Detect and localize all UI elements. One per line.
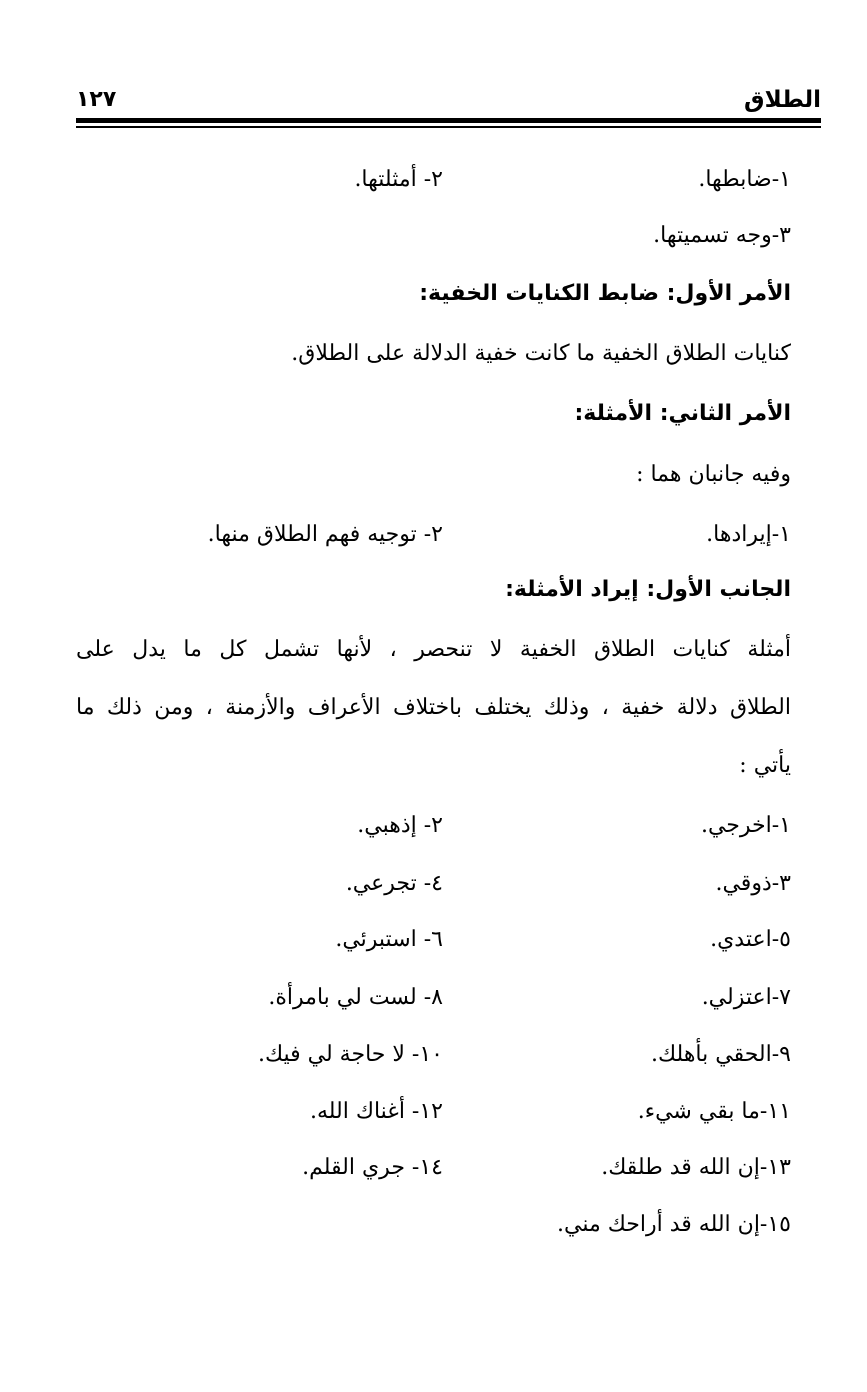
page-header: [76, 82, 821, 118]
paragraph: وفيه جانبان هما :: [636, 462, 791, 487]
list-item: ٢- أمثلتها.: [354, 167, 443, 192]
paragraph: كنايات الطلاق الخفية ما كانت خفية الدلالة على الطلاق.: [291, 341, 791, 366]
section-heading: الأمر الثاني: الأمثلة:: [574, 401, 791, 426]
paragraph-line: الطلاق دلالة خفية ، وذلك يختلف باختلاف الأعراف والأزمنة ، ومن ذلك ما: [76, 695, 791, 720]
list-row: [76, 1035, 791, 1075]
list-item: ٣-ذوقي.: [715, 871, 791, 896]
list-row: [76, 216, 791, 256]
list-row: [76, 515, 791, 555]
list-row: [76, 1205, 791, 1245]
header-rule-thin: [76, 126, 821, 128]
list-item: ٥-اعتدي.: [710, 927, 791, 952]
list-item: ١٠- لا حاجة لي فيك.: [257, 1042, 443, 1067]
list-item: ١-إيرادها.: [706, 522, 791, 547]
list-item: ١٥-إن الله قد أراحك مني.: [556, 1212, 791, 1237]
list-item: ٦- استبرئي.: [335, 927, 443, 952]
list-item: ١-اخرجي.: [700, 813, 791, 838]
list-item: ١٣-إن الله قد طلقك.: [601, 1155, 791, 1180]
list-item: ١١-ما بقي شيء.: [637, 1099, 791, 1124]
page-number: ١٢٧: [76, 87, 117, 112]
running-title: الطلاق: [744, 87, 821, 113]
list-row: [76, 1148, 791, 1188]
list-item: ٧-اعتزلي.: [701, 985, 791, 1010]
list-item: ١٤- جري القلم.: [302, 1155, 443, 1180]
list-item: ٤- تجرعي.: [345, 871, 443, 896]
list-item: ٢- توجيه فهم الطلاق منها.: [207, 522, 443, 547]
list-row: [76, 864, 791, 904]
list-item: ٢- إذهبي.: [357, 813, 443, 838]
list-row: [76, 160, 791, 200]
section-heading: الأمر الأول: ضابط الكنايات الخفية:: [419, 281, 791, 306]
paragraph-line: يأتي :: [739, 753, 791, 778]
list-row: [76, 978, 791, 1018]
list-row: [76, 920, 791, 960]
list-item: ١٢- أغناك الله.: [309, 1099, 443, 1124]
list-item: ١-ضابطها.: [698, 167, 791, 192]
list-item: ٩-الحقي بأهلك.: [651, 1042, 791, 1067]
paragraph-line: أمثلة كنايات الطلاق الخفية لا تنحصر ، لأنها تشمل كل ما يدل على: [76, 637, 791, 662]
list-item: ٣-وجه تسميتها.: [653, 223, 791, 248]
list-row: [76, 806, 791, 846]
section-heading: الجانب الأول: إيراد الأمثلة:: [505, 577, 791, 602]
list-row: [76, 1092, 791, 1132]
header-rule-thick: [76, 118, 821, 123]
list-item: ٨- لست لي بامرأة.: [268, 985, 443, 1010]
